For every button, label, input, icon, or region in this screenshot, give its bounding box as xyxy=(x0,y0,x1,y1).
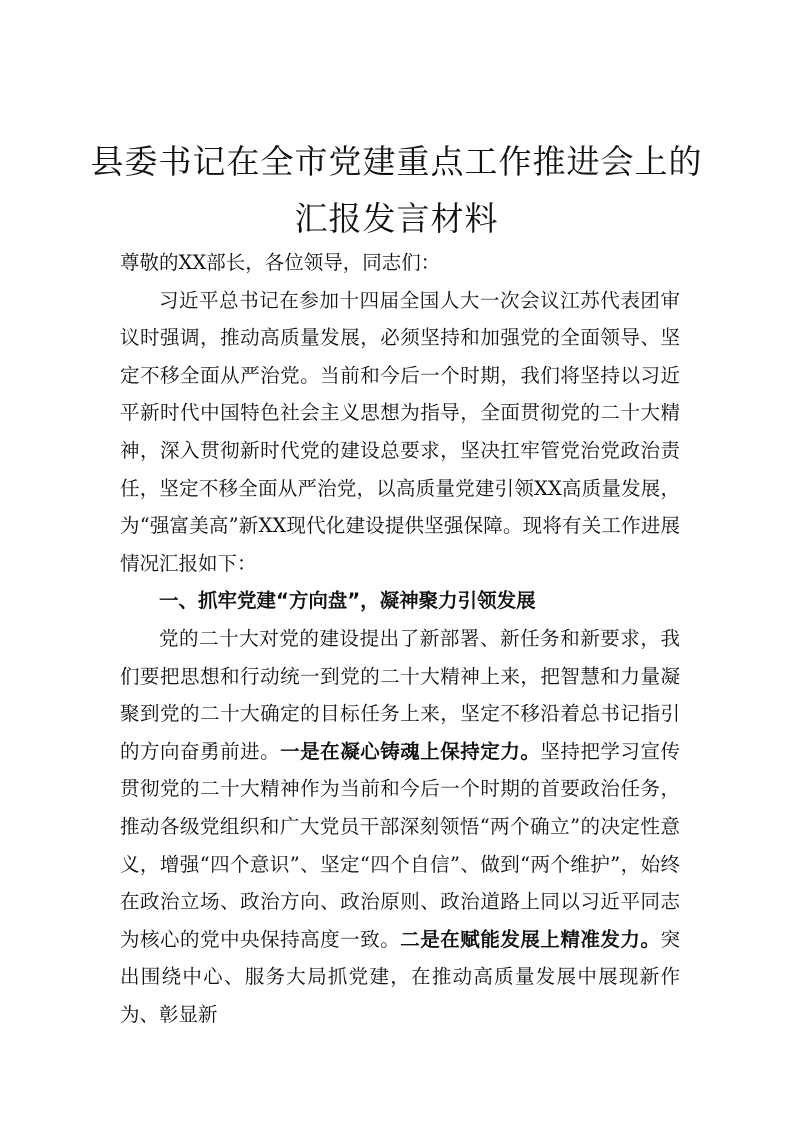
section-1-text: 党的二十大对党的建设提出了新部署、新任务和新要求，我们要把思想和行动统一到党的二十大精神上来，把智慧和力量凝聚到党的二十大确定的目标任务上来，坚定不移沿着总书记指引的方向奋勇前进。 xyxy=(120,626,680,763)
intro-paragraph: 习近平总书记在参加十四届全国人大一次会议江苏代表团审议时强调，推动高质量发展，必须坚持和加强党的全面领导、坚定不移全面从严治党。当前和今后一个时期，我们将坚持以习近平新时代中国特色社会主义思想为指导，全面贯彻党的二十大精神，深入贯彻新时代党的建设总要求，坚决扛牢管党治党政治责任，坚定不移全面从严治党，以高质量党建引领XX高质量发展，为“强富美高”新XX现代化建设提供坚强保障。现将有关工作进展情况汇报如下： xyxy=(120,288,680,575)
point-2-bold: 二是在赋能发展上精准发力。 xyxy=(400,927,661,951)
document-title-line-1: 县委书记在全市党建重点工作推进会上的 xyxy=(90,142,703,181)
salutation: 尊敬的XX部长，各位领导，同志们： xyxy=(120,251,441,274)
document-body xyxy=(120,244,680,1033)
section-1-heading: 一、抓牢党建“方向盘”，凝神聚力引领发展 xyxy=(159,589,536,613)
point-2-text: 突出围绕中心、服务大局抓党建，在推动高质量发展中展现新作为、彰显新 xyxy=(120,927,680,1026)
section-1-paragraph xyxy=(120,620,680,1034)
point-1-bold: 一是在凝心铸魂上保持定力。 xyxy=(280,739,541,763)
point-1-text: 坚持把学习宣传贯彻党的二十大精神作为当前和今后一个时期的首要政治任务，推动各级党组织和广大党员干部深刻领悟“两个确立”的决定性意义，增强“四个意识”、坚定“四个自信”、做到“两个维护”，始终在政治立场、政治方向、政治原则、政治道路上同以习近平同志为核心的党中央保持高度一致。 xyxy=(120,739,680,951)
document-title-line-2: 汇报发言材料 xyxy=(294,199,499,238)
